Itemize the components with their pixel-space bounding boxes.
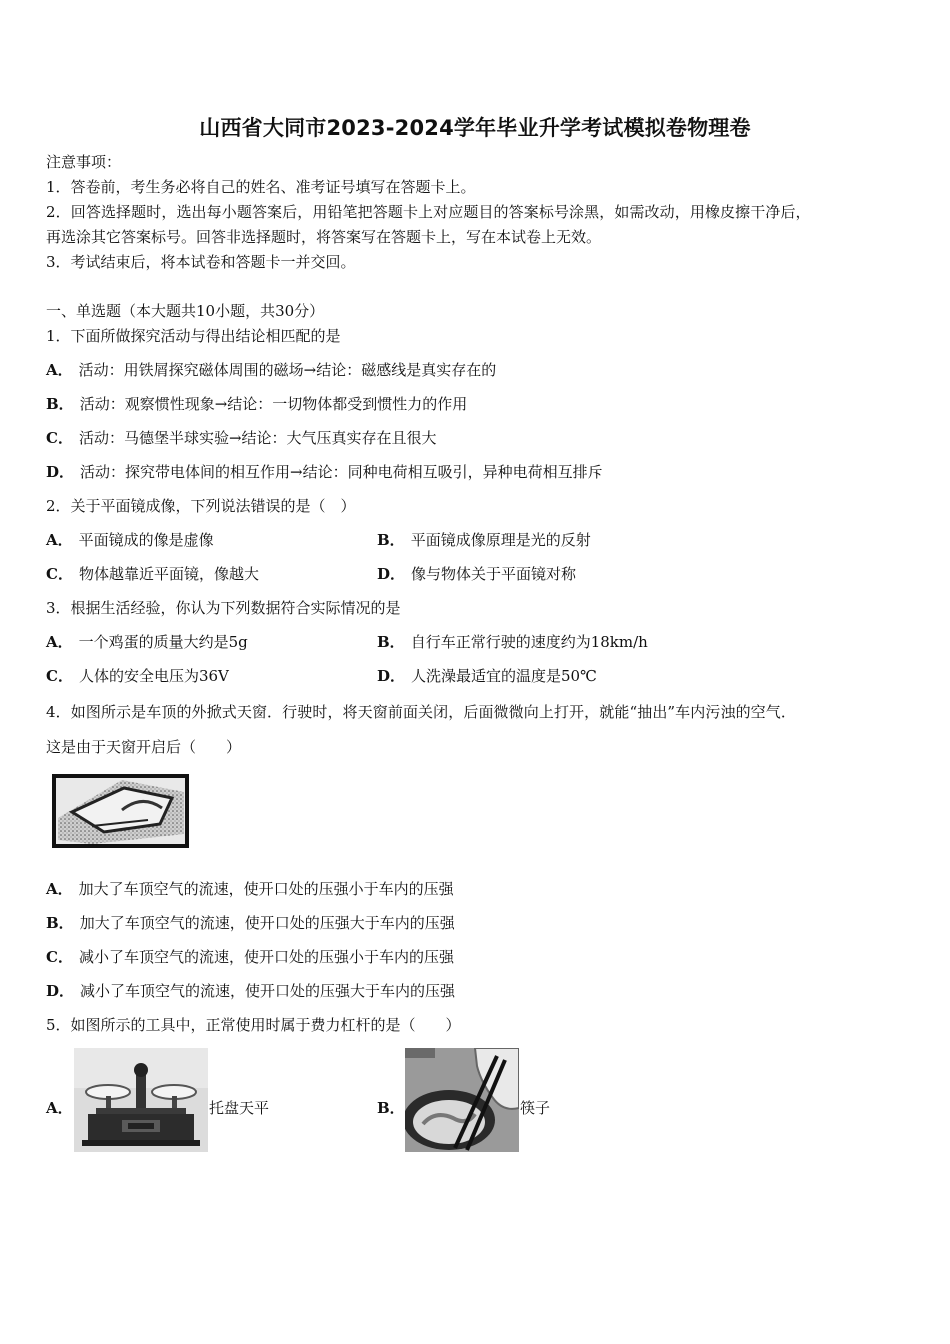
q1-option-c: [46, 428, 437, 448]
notes-item: 2．回答选择题时，选出每小题答案后，用铅笔把答题卡上对应题目的答案标号涂黑，如需改动，用橡皮擦干净后，: [46, 203, 811, 221]
option-label: D．: [46, 463, 75, 481]
option-label: B．: [377, 1099, 405, 1117]
option-text: 减小了车顶空气的流速，使开口处的压强小于车内的压强: [78, 948, 454, 966]
option-text: 物体越靠近平面镜，像越大: [78, 565, 259, 583]
option-label: A．: [46, 880, 73, 898]
q2-option-a: [46, 530, 214, 550]
option-text: 减小了车顶空气的流速，使开口处的压强大于车内的压强: [80, 982, 456, 1000]
option-label: A．: [46, 531, 73, 549]
option-label: A．: [46, 633, 73, 651]
option-label: B．: [377, 531, 405, 549]
q2-option-d: [377, 564, 576, 584]
option-text: 活动：马德堡半球实验→结论：大气压真实存在且很大: [78, 429, 437, 447]
option-label: B．: [46, 395, 74, 413]
question-4-stem-cont: 这是由于天窗开启后（ ）: [46, 738, 242, 756]
q2-option-b: [377, 530, 591, 550]
question-4-stem: 4．如图所示是车顶的外掀式天窗．行驶时，将天窗前面关闭，后面微微向上打开，就能“抽出”车内污浊的空气．: [46, 703, 796, 721]
q3-option-d: [377, 666, 597, 686]
sunroof-figure: [52, 774, 189, 848]
notes-item: 3．考试结束后，将本试卷和答题卡一并交回。: [46, 253, 356, 271]
section-heading: 一、单选题（本大题共10小题，共30分）: [46, 302, 325, 320]
notes-item: 1．答卷前，考生务必将自己的姓名、准考证号填写在答题卡上。: [46, 178, 476, 196]
option-text: 活动：用铁屑探究磁体周围的磁场→结论：磁感线是真实存在的: [78, 361, 497, 379]
option-label: A．: [46, 361, 73, 379]
option-text: 活动：探究带电体间的相互作用→结论：同种电荷相互吸引，异种电荷相互排斥: [80, 463, 603, 481]
option-label: B．: [377, 633, 405, 651]
option-label: A．: [46, 1099, 73, 1117]
question-2-stem: 2．关于平面镜成像，下列说法错误的是（ ）: [46, 497, 356, 515]
option-text: 像与物体关于平面镜对称: [411, 565, 577, 583]
page-title: 山西省大同市2023-2024学年毕业升学考试模拟卷物理卷: [199, 116, 751, 140]
option-text: 平面镜成的像是虚像: [78, 531, 214, 549]
option-label: D．: [377, 667, 406, 685]
option-label: C．: [46, 565, 73, 583]
q4-option-d: [46, 981, 455, 1001]
notes-item: 再选涂其它答案标号。回答非选择题时，将答案写在答题卡上，写在本试卷上无效。: [46, 228, 602, 246]
q3-option-b: [377, 632, 648, 652]
notes-heading: 注意事项：: [46, 153, 122, 171]
balance-caption: 托盘天平: [209, 1099, 270, 1117]
q4-option-b: [46, 913, 455, 933]
option-label: C．: [46, 948, 73, 966]
q1-option-d: [46, 462, 603, 482]
q4-option-a: [46, 879, 454, 899]
question-3-stem: 3．根据生活经验，你认为下列数据符合实际情况的是: [46, 599, 401, 617]
question-1-stem: 1．下面所做探究活动与得出结论相匹配的是: [46, 327, 341, 345]
option-text: 一个鸡蛋的质量大约是5g: [78, 633, 248, 651]
option-text: 自行车正常行驶的速度约为18km/h: [410, 633, 648, 651]
q3-option-a: [46, 632, 248, 652]
q4-option-c: [46, 947, 454, 967]
option-text: 活动：观察惯性现象→结论：一切物体都受到惯性力的作用: [79, 395, 468, 413]
balance-scale-image: [74, 1048, 208, 1152]
option-text: 平面镜成像原理是光的反射: [410, 531, 591, 549]
option-label: B．: [46, 914, 74, 932]
option-text: 加大了车顶空气的流速，使开口处的压强大于车内的压强: [79, 914, 455, 932]
q2-option-c: [46, 564, 259, 584]
option-text: 人洗澡最适宜的温度是50℃: [411, 667, 597, 685]
q3-option-c: [46, 666, 229, 686]
q1-option-a: [46, 360, 496, 380]
option-text: 加大了车顶空气的流速，使开口处的压强小于车内的压强: [78, 880, 454, 898]
option-label: C．: [46, 667, 73, 685]
option-text: 人体的安全电压为36V: [78, 667, 229, 685]
option-label: D．: [377, 565, 406, 583]
option-label: C．: [46, 429, 73, 447]
chopsticks-caption: 筷子: [520, 1099, 551, 1117]
question-5-stem: 5．如图所示的工具中，正常使用时属于费力杠杆的是（ ）: [46, 1016, 461, 1034]
chopsticks-image: [405, 1048, 519, 1152]
q1-option-b: [46, 394, 467, 414]
option-label: D．: [46, 982, 75, 1000]
